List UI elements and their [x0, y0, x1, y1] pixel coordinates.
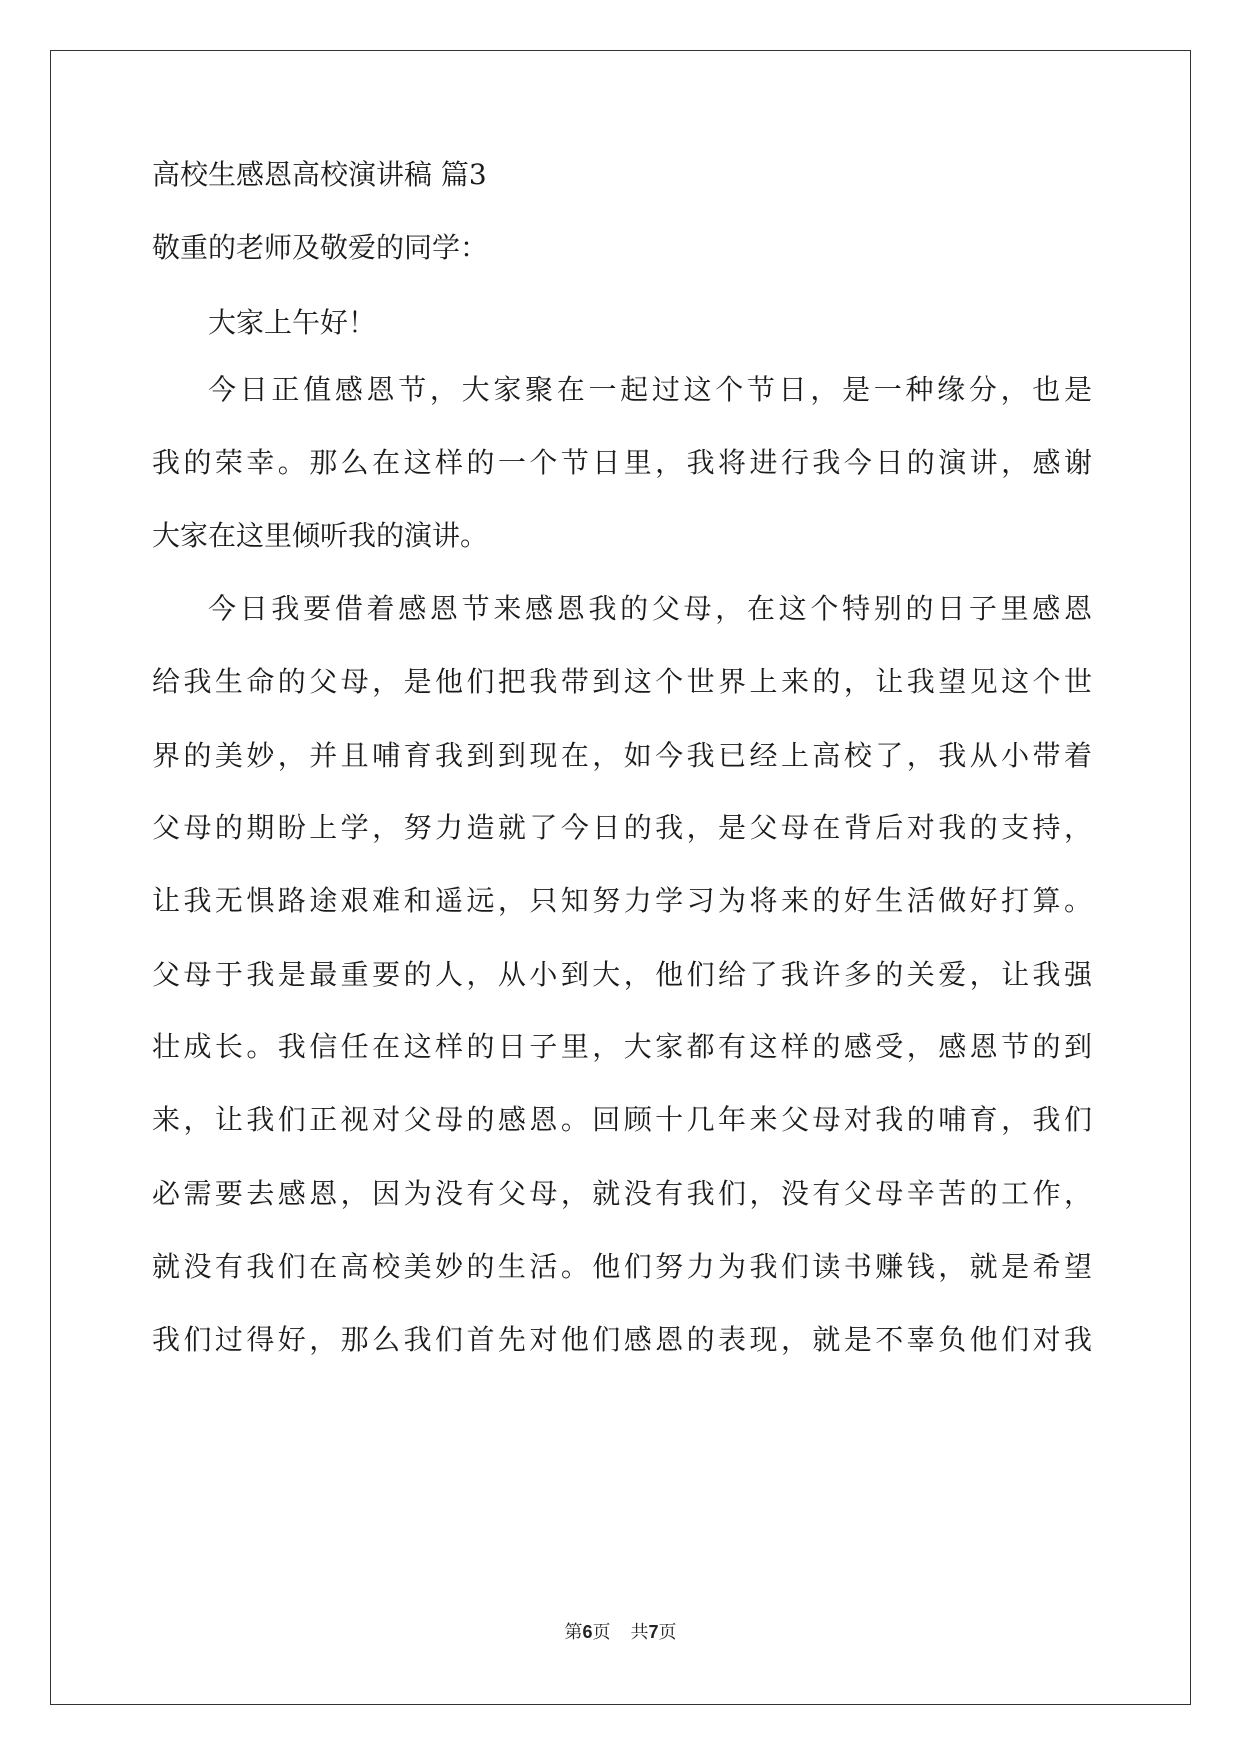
paragraph-2-line-11: 我们过得好，那么我们首先对他们感恩的表现，就是不辜负他们对我 [152, 1323, 1092, 1356]
paragraph-2-line-2: 给我生命的父母，是他们把我带到这个世界上来的，让我望见这个世 [152, 665, 1092, 698]
page-border [50, 50, 1191, 1705]
paragraph-2-line-8: 来，让我们正视对父母的感恩。回顾十几年来父母对我的哺育，我们 [152, 1103, 1092, 1136]
total-page-number: 7 [648, 1622, 659, 1642]
paragraph-1-line-2: 我的荣幸。那么在这样的一个节日里，我将进行我今日的演讲，感谢 [152, 446, 1092, 479]
paragraph-2-line-5: 让我无惧路途艰难和遥远，只知努力学习为将来的好生活做好打算。 [152, 884, 1092, 917]
paragraph-2-line-9: 必需要去感恩，因为没有父母，就没有我们，没有父母辛苦的工作， [152, 1177, 1092, 1210]
page-unit: 页 [592, 1622, 611, 1643]
salutation: 敬重的老师及敬爱的同学： [152, 231, 489, 264]
speech-title: 高校生感恩高校演讲稿 篇3 [152, 158, 487, 191]
total-prefix: 共 [630, 1622, 649, 1643]
total-unit: 页 [658, 1622, 677, 1643]
paragraph-2-line-7: 壮成长。我信任在这样的日子里，大家都有这样的感受，感恩节的到 [152, 1030, 1092, 1063]
paragraph-1-line-3: 大家在这里倾听我的演讲。 [152, 519, 489, 552]
paragraph-1-line-1: 今日正值感恩节，大家聚在一起过这个节日，是一种缘分，也是 [208, 373, 1092, 406]
current-page-number: 6 [582, 1622, 593, 1642]
paragraph-2-line-1: 今日我要借着感恩节来感恩我的父母，在这个特别的日子里感恩 [208, 592, 1092, 625]
page-prefix: 第 [564, 1622, 583, 1643]
page-footer [0, 1620, 1241, 1645]
greeting: 大家上午好！ [208, 306, 377, 339]
paragraph-2-line-3: 界的美妙，并且哺育我到到现在，如今我已经上高校了，我从小带着 [152, 739, 1092, 772]
paragraph-2-line-4: 父母的期盼上学，努力造就了今日的我，是父母在背后对我的支持， [152, 811, 1092, 844]
paragraph-2-line-6: 父母于我是最重要的人，从小到大，他们给了我许多的关爱，让我强 [152, 958, 1092, 991]
paragraph-2-line-10: 就没有我们在高校美妙的生活。他们努力为我们读书赚钱，就是希望 [152, 1250, 1092, 1283]
